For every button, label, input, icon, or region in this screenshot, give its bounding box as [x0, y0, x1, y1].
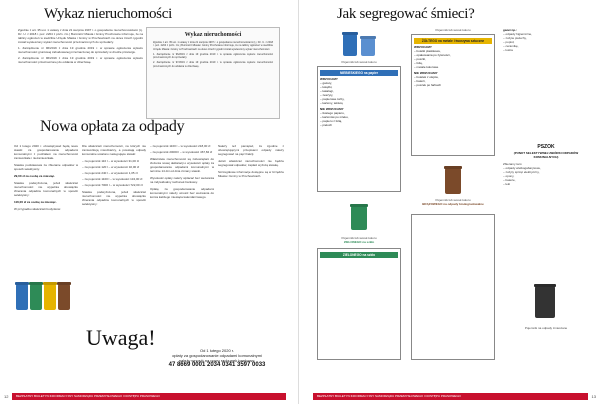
- article-paragraph: Należy też pamiętać, że zgodnie z obowiązującymi przepisami odpady należy segregować na pięć frakcji.: [218, 144, 284, 156]
- bio-rules: [411, 214, 495, 360]
- paper-bin-icon: [343, 34, 357, 56]
- glass-tag: ZIELONEGO na szkło: [320, 252, 398, 258]
- list-item: – butelek z olejów,: [414, 75, 439, 79]
- bin-image-paper: [335, 28, 383, 58]
- article-paragraph: Szczegółowe informacje dostępne są w Urzędzie Miasta i Gminy w Prochowicach.: [218, 170, 284, 178]
- paper-nie-title: NIE WRZUCAMY: [320, 107, 344, 111]
- mixed-caption: Pojemnik na odpady zmieszane: [524, 326, 568, 330]
- list-item: – kartony, tekturę: [320, 101, 343, 105]
- page-number-left: 12: [4, 394, 9, 399]
- article-paragraph: W przypadku właścicieli budynków:: [14, 207, 61, 211]
- list-item: – baterie,: [503, 178, 516, 182]
- intro-text: [18, 28, 143, 108]
- article-col-4: [218, 144, 284, 294]
- rate-item: – za pojemnik 120 l – w wysokości 32,00 zł: [82, 165, 140, 169]
- inset-line: 2. Zarządzenie nr 97/2019 z dnia 19 grudnia 2019 r. w sprawie ogłoszenia wykazu nieruchomości przeznaczonych do oddania w dzierżawę.: [153, 61, 273, 68]
- contact-line: Od 1 lutego 2020 r.: [199, 348, 235, 353]
- list-item: – papierowe torby,: [320, 97, 345, 101]
- rate-basic: 29,00 zł za osobę za miesiąc.: [14, 174, 56, 178]
- page-number-right: 13: [591, 394, 596, 399]
- mixed-heading: gazet np.:: [503, 28, 517, 32]
- rate-item: – za pojemnik 240 l – w wysokości 1,05 zł: [82, 171, 138, 175]
- bin-image-bio: [429, 162, 477, 196]
- list-item: – książki,: [320, 85, 333, 89]
- inset-line: Zgodnie z art. 35 ust. 1 ustawy z dnia 21 sierpnia 1997 r. o gospodarce nieruchomościami (t.j. Dz. U. z 2018 r. poz. 2204 z późn. zm.) Burmistrz Miasta i Gminy Prochowice informuje, że na tablicy ogłoszeń w siedzibie Urzędu Miasta i Gminy w Prochowicach na okres trzech tygodni został wywieszony wykaz nieruchomości.: [153, 41, 273, 51]
- article-paragraph: Wysokość opłaty należy wpłacać bez wezwania na indywidualny rachunek bankowy.: [150, 176, 214, 184]
- pszok-list: [503, 162, 589, 262]
- bank-account-number: 47 8669 0001 2034 0341 3597 0033: [168, 362, 266, 368]
- list-item: – opakowania po żywności,: [414, 53, 451, 57]
- list-item: – zeszyty,: [320, 93, 334, 97]
- list-item: – katalogi,: [320, 89, 334, 93]
- list-item: – zużyty sprzęt elektryczny,: [503, 170, 540, 174]
- paper-wrzucamy-title: WRZUCAMY: [320, 77, 338, 81]
- intro-paragraph: 2. Zarządzenie nr 96/2019 z dnia 19 grudnia 2019 r. w sprawie ogłoszenia wykazu nieruchomości przeznaczonej do oddania w dzierżawę.: [18, 56, 143, 64]
- contact-line: należy wnosić na nowy rachunek bankowy:: [178, 358, 256, 363]
- plastic-wrzucamy-title: WRZUCAMY: [414, 45, 432, 49]
- list-item: – folię,: [414, 61, 423, 65]
- glass-caption: [313, 236, 405, 244]
- list-item: – zużyte pieluchy,: [503, 36, 527, 40]
- pszok-subtitle: (PUNKT SELEKTYWNEJ ZBIÓRKI ODPADÓW KOMUNALNYCH): [513, 151, 579, 159]
- rate-item: – za pojemnik 20000 l – w wysokości 467,84 zł: [150, 150, 213, 154]
- list-item: – butelki plastikowe,: [414, 49, 441, 53]
- sorting-column-mixed: [501, 28, 591, 368]
- pszok-title: PSZOK: [537, 144, 555, 150]
- bio-caption: [407, 198, 499, 206]
- list-item: – leki: [503, 182, 511, 186]
- bin-image-glass: [335, 200, 383, 232]
- list-item: – pieluch: [320, 123, 333, 127]
- inset-document: [146, 27, 280, 119]
- paper-caption: Pojemnik lub worek koloru: [341, 60, 377, 64]
- glass-bin-icon: [351, 206, 367, 230]
- footer-right: BEZPŁATNY BIULETYN INFORMACYJNY SAMORZĄDU PRZEMYSŁOWEGO I DOSTĘPU PRASOWEGO: [313, 393, 588, 400]
- left-page: [0, 0, 299, 404]
- list-item: – odpady wielkogabarytowe,: [503, 166, 541, 170]
- list-item: – lustra: [503, 48, 513, 52]
- article-paragraph: Właściciele nieruchomości są zobowiązani do złożenia nowej deklaracji o wysokości opłaty za gospodarowanie odpadami komunalnymi w terminie 14 dni od dnia zmiany stawki.: [150, 157, 214, 173]
- bio-caption-line: Pojemnik lub worek koloru: [435, 198, 471, 202]
- bin-green-icon: [30, 284, 42, 310]
- paper-tag: NIEBIESKIEGO na papier: [320, 70, 398, 76]
- plastic-nie-title: NIE WRZUCAMY: [414, 71, 438, 75]
- plastic-caption: Pojemnik lub worek koloru: [435, 28, 471, 32]
- list-item: – kartonów po mleku,: [320, 115, 349, 119]
- glass-rules: [317, 248, 401, 360]
- list-item: – papieru z folią,: [320, 119, 343, 123]
- paper-bag-icon: [361, 38, 375, 56]
- article-paragraph: Stawka podwyższona, jeżeli właściciel nieruchomości nie wypełnia obowiązku zbierania odpadów komunalnych w sposób selektywny:: [14, 181, 78, 197]
- uwaga-heading: Uwaga!: [86, 325, 156, 350]
- rate-item: – za pojemnik 1100 l – w wysokości 218,00 zł: [150, 144, 211, 148]
- mixed-bin-icon: [535, 286, 555, 318]
- article-col-3: [150, 144, 214, 294]
- bio-bin-icon: [445, 168, 461, 194]
- footer-left: BEZPŁATNY BIULETYN INFORMACYJNY SAMORZĄDU PRZEMYSŁOWEGO I DOSTĘPU PRASOWEGO: [12, 393, 286, 400]
- list-item: – tłustego papieru,: [320, 111, 345, 115]
- article-paragraph: Stawka podstawowa za zbieranie odpadów w sposób selektywny:: [14, 163, 78, 171]
- contact-line: opłaty za gospodarowanie odpadami komunalnymi: [172, 353, 262, 358]
- rate-item: – za pojemnik 110 l – w wysokości 31,00 zł: [82, 159, 139, 163]
- list-item: – ceramikę,: [503, 44, 519, 48]
- page-title-left: Wykaz nieruchomości: [44, 6, 172, 22]
- list-item: – odpady higieniczne,: [503, 32, 533, 36]
- bin-image-mixed: [521, 278, 571, 322]
- contact-box: [150, 348, 284, 368]
- list-item: – puszek po farbach: [414, 83, 442, 87]
- inset-body: [147, 41, 279, 68]
- rate-item: – za pojemnik 1100 l – w wysokości 134,00 zł: [82, 177, 143, 181]
- article-paragraph: Jeżeli właściciel nieruchomości nie będzie segregował odpadów, zapłaci wyższą stawkę.: [218, 159, 284, 167]
- inset-line: 1. Zarządzenie nr 96/2019 z dnia 19 grudnia 2019 r. w sprawie ogłoszenia wykazu nieruchomości przeznaczonych do sprzedaży.: [153, 52, 273, 60]
- sorting-column-plastic: [407, 28, 499, 368]
- article-paragraph: Opłatę za gospodarowanie odpadami komunalnymi należy wnosić bez wezwania do końca każdego miesiąca kalendarzowego.: [150, 187, 214, 199]
- rate-higher: 116,00 zł za osobę za miesiąc.: [14, 200, 57, 204]
- list-item: – metale kolorowe: [414, 65, 439, 69]
- plastic-tag: ŻÓŁTEGO na metale i tworzywa sztuczne: [414, 38, 492, 44]
- intro-paragraph: 1. Zarządzenie nr 96/2019 z dnia 19 grudnia 2019 r. w sprawie ogłoszenia wykazu nieruchomości gruntowej zabudowanej przeznaczonej do sprzedaży w drodze przetargu.: [18, 46, 143, 54]
- section-title: Nowa opłata za odpady: [40, 118, 185, 135]
- sorting-column-paper: [313, 28, 405, 368]
- page-title-right: Jak segregować śmieci?: [337, 6, 475, 22]
- mixed-rules: [503, 28, 589, 138]
- right-page: [301, 0, 600, 404]
- intro-paragraph: Zgodnie z art. 35 ust. 1 ustawy z dnia 21 sierpnia 1997 r. o gospodarce nieruchomościami (t.j. Dz. U. z 2018 r. poz. 2204 z późn. zm.) Burmistrz Miasta i Gminy Prochowice informuje, że na tablicy ogłoszeń w siedzibie Urzędu Miasta i Gminy w Prochowicach na okres trzech tygodni został wywieszony wykaz nieruchomości przeznaczonych do sprzedaży.: [18, 28, 143, 44]
- bin-yellow-icon: [44, 284, 56, 310]
- glass-caption-line: Pojemnik lub worek koloru: [341, 236, 377, 240]
- article-paragraph: Dla właścicieli nieruchomości, na których nie zamieszkują mieszkańcy, a powstają odpady komunalne ustalono następujące stawki:: [82, 144, 146, 156]
- glass-caption-tag: ZIELONEGO na szkło: [343, 240, 375, 244]
- list-item: – gazety,: [320, 81, 332, 85]
- list-item: Zbieramy tam:: [503, 162, 523, 166]
- article-paragraph: Stawka podwyższona, jeżeli właściciel nieruchomości nie wypełnia obowiązku zbierania odpadów komunalnych w sposób selektywny:: [82, 190, 146, 206]
- waste-bins-illustration: [14, 270, 78, 330]
- bin-blue-icon: [16, 284, 28, 310]
- list-item: – popiół,: [503, 40, 515, 44]
- list-item: – opony,: [503, 174, 515, 178]
- bin-brown-icon: [58, 284, 70, 310]
- plastic-rules: [411, 34, 495, 156]
- list-item: – baterii,: [414, 79, 426, 83]
- bio-caption-tag: BRĄZOWEGO na odpady biodegradowalne: [422, 202, 484, 206]
- rate-item: – za pojemnik 7000 l – w wysokości 722,00 zł: [82, 183, 143, 187]
- paper-rules: [317, 66, 401, 192]
- article-col-2: [82, 144, 146, 344]
- inset-title: Wykaz nieruchomości: [184, 32, 242, 38]
- list-item: – puszki,: [414, 57, 426, 61]
- article-paragraph: Od 1 lutego 2020 r. obowiązywać będą nowe stawki za gospodarowanie odpadami komunalnymi z podziałem na nieruchomości zamieszkałe i niezamieszkałe.: [14, 144, 78, 160]
